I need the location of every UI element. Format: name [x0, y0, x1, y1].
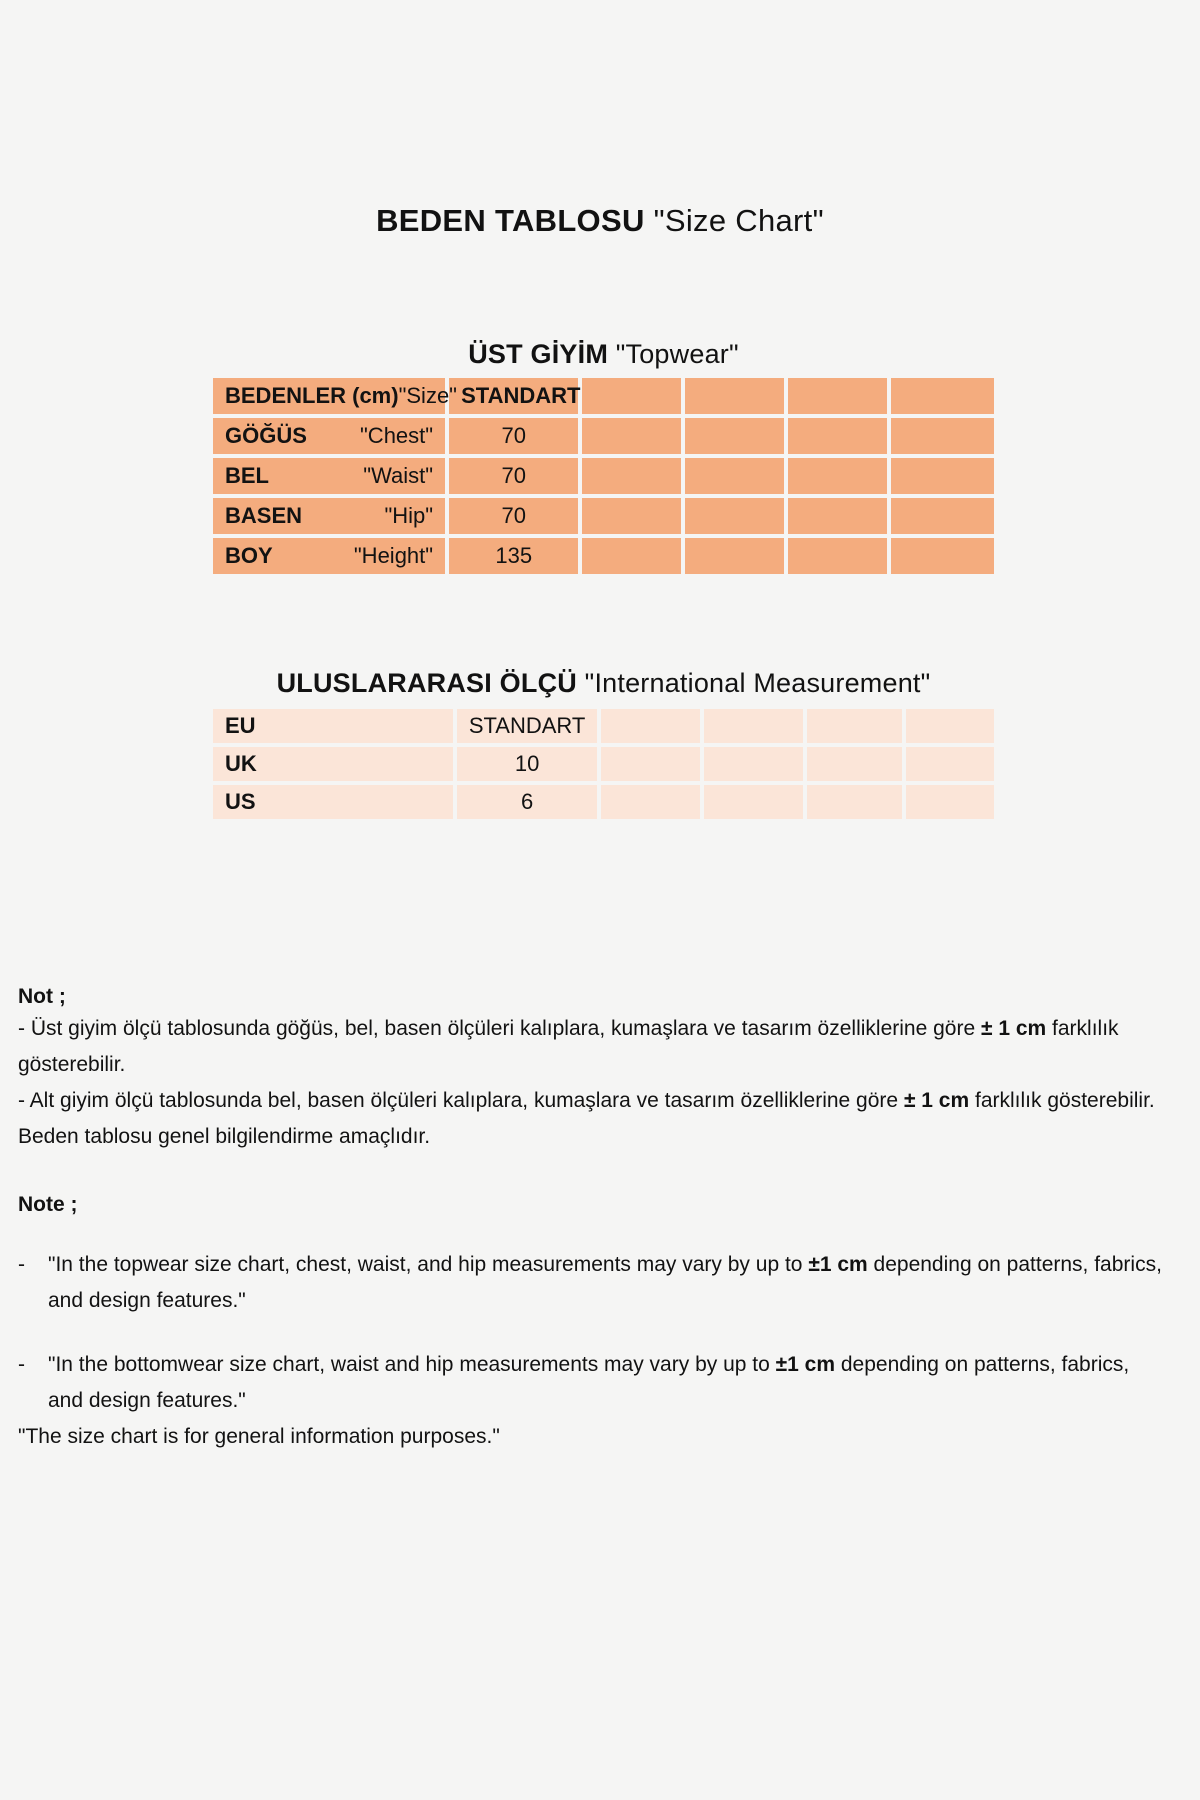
- note-text: - Üst giyim ölçü tablosunda göğüs, bel, basen ölçüleri kalıplara, kumaşlara ve tasarım özelliklerine göre: [18, 1017, 981, 1040]
- empty-cell: [704, 785, 803, 819]
- row-value: 6: [457, 785, 598, 819]
- empty-cell: [906, 747, 994, 781]
- tables-zone: [209, 339, 998, 823]
- note-text: "In the bottomwear size chart, waist and hip measurements may vary by up to: [48, 1353, 776, 1376]
- international-table: [209, 705, 998, 823]
- empty-cell: [891, 538, 994, 574]
- row-label: BEL: [225, 463, 269, 488]
- empty-cell: [906, 709, 994, 743]
- row-value: 70: [449, 458, 578, 494]
- note-text: - Alt giyim ölçü tablosunda bel, basen ölçüleri kalıplara, kumaşlara ve tasarım özelliklerine göre: [18, 1089, 904, 1112]
- row-label: BOY: [225, 543, 273, 568]
- row-label: BEDENLER (cm): [225, 383, 399, 408]
- topwear-heading-en: "Topwear": [615, 339, 739, 369]
- row-label: BASEN: [225, 503, 303, 528]
- empty-cell: [704, 709, 803, 743]
- table-row: [213, 538, 994, 574]
- row-label-cell: [213, 747, 453, 781]
- table-row: [213, 747, 994, 781]
- topwear-heading: [209, 339, 998, 370]
- row-label-en: "Waist": [363, 463, 434, 488]
- turkish-note-topwear: [18, 1011, 1170, 1083]
- row-label: EU: [225, 713, 256, 738]
- empty-cell: [788, 498, 887, 534]
- turkish-note-bottomwear: [18, 1083, 1170, 1119]
- bullet-dash: -: [18, 1353, 25, 1376]
- empty-cell: [906, 785, 994, 819]
- row-label: GÖĞÜS: [225, 423, 307, 448]
- empty-cell: [891, 378, 994, 414]
- empty-cell: [788, 378, 887, 414]
- empty-cell: [891, 458, 994, 494]
- note-tolerance: ± 1 cm: [903, 1089, 970, 1112]
- empty-cell: [685, 458, 784, 494]
- row-label-cell: [213, 418, 445, 454]
- bullet-text: [48, 1347, 1170, 1419]
- empty-cell: [685, 498, 784, 534]
- note-text: "In the topwear size chart, chest, waist, and hip measurements may vary by up to: [48, 1253, 809, 1276]
- international-heading-tr: ULUSLARARASI ÖLÇÜ: [276, 668, 577, 698]
- bullet-text: [48, 1247, 1170, 1319]
- english-note-topwear: [18, 1247, 1170, 1319]
- empty-cell: [582, 498, 681, 534]
- note-text: farklılık gösterebilir.: [18, 1017, 1119, 1076]
- english-note-bottomwear: [18, 1347, 1170, 1419]
- empty-cell: [685, 538, 784, 574]
- table-row: [213, 785, 994, 819]
- row-label: US: [225, 789, 256, 814]
- empty-cell: [582, 458, 681, 494]
- table-row: [213, 378, 994, 414]
- row-value: 135: [449, 538, 578, 574]
- empty-cell: [582, 418, 681, 454]
- row-value: STANDART: [457, 709, 598, 743]
- empty-cell: [685, 418, 784, 454]
- empty-cell: [685, 378, 784, 414]
- notes-section: [18, 983, 1170, 1455]
- row-label-cell: [213, 785, 453, 819]
- row-label: UK: [225, 751, 257, 776]
- note-tolerance: ±1 cm: [808, 1253, 868, 1276]
- empty-cell: [807, 709, 902, 743]
- table-row: [213, 498, 994, 534]
- empty-cell: [807, 785, 902, 819]
- note-tolerance: ±1 cm: [775, 1353, 836, 1376]
- table-row: [213, 709, 994, 743]
- empty-cell: [704, 747, 803, 781]
- empty-cell: [807, 747, 902, 781]
- row-label-cell: [213, 709, 453, 743]
- row-value: STANDART: [449, 378, 578, 414]
- note-text: farklılık gösterebilir.: [969, 1089, 1155, 1112]
- row-value: 70: [449, 418, 578, 454]
- page-title-main: BEDEN TABLOSU: [376, 203, 645, 238]
- table-row: [213, 458, 994, 494]
- empty-cell: [601, 709, 700, 743]
- note-text: depending on patterns, fabrics, and design features.": [48, 1253, 1162, 1312]
- row-value: 70: [449, 498, 578, 534]
- row-label-cell: [213, 458, 445, 494]
- page-title: [0, 0, 1200, 239]
- row-label-en: "Height": [353, 543, 434, 568]
- empty-cell: [582, 538, 681, 574]
- empty-cell: [891, 498, 994, 534]
- row-label-en: "Hip": [384, 503, 434, 528]
- page-title-sub: "Size Chart": [653, 203, 824, 238]
- note-text: depending on patterns, fabrics, and design features.": [48, 1353, 1130, 1412]
- empty-cell: [788, 458, 887, 494]
- empty-cell: [601, 747, 700, 781]
- table-row: [213, 418, 994, 454]
- topwear-table: [209, 374, 998, 578]
- row-label-en: "Size": [398, 383, 457, 408]
- note-tolerance: ± 1 cm: [980, 1017, 1047, 1040]
- empty-cell: [582, 378, 681, 414]
- row-label-cell: [213, 538, 445, 574]
- row-label-cell: [213, 378, 457, 414]
- empty-cell: [788, 538, 887, 574]
- empty-cell: [788, 418, 887, 454]
- row-value: 10: [457, 747, 598, 781]
- turkish-notes-heading: Not ;: [18, 985, 66, 1008]
- topwear-heading-tr: ÜST GİYİM: [468, 339, 609, 369]
- row-label-cell: [213, 498, 445, 534]
- turkish-note-general: Beden tablosu genel bilgilendirme amaçlıdır.: [18, 1125, 431, 1148]
- empty-cell: [601, 785, 700, 819]
- bullet-dash: -: [18, 1253, 25, 1276]
- international-heading-en: "International Measurement": [584, 668, 931, 698]
- international-heading: [209, 668, 998, 699]
- english-notes-heading: Note ;: [18, 1193, 78, 1216]
- row-label-en: "Chest": [360, 423, 434, 448]
- english-note-general: "The size chart is for general information purposes.": [18, 1425, 500, 1448]
- empty-cell: [891, 418, 994, 454]
